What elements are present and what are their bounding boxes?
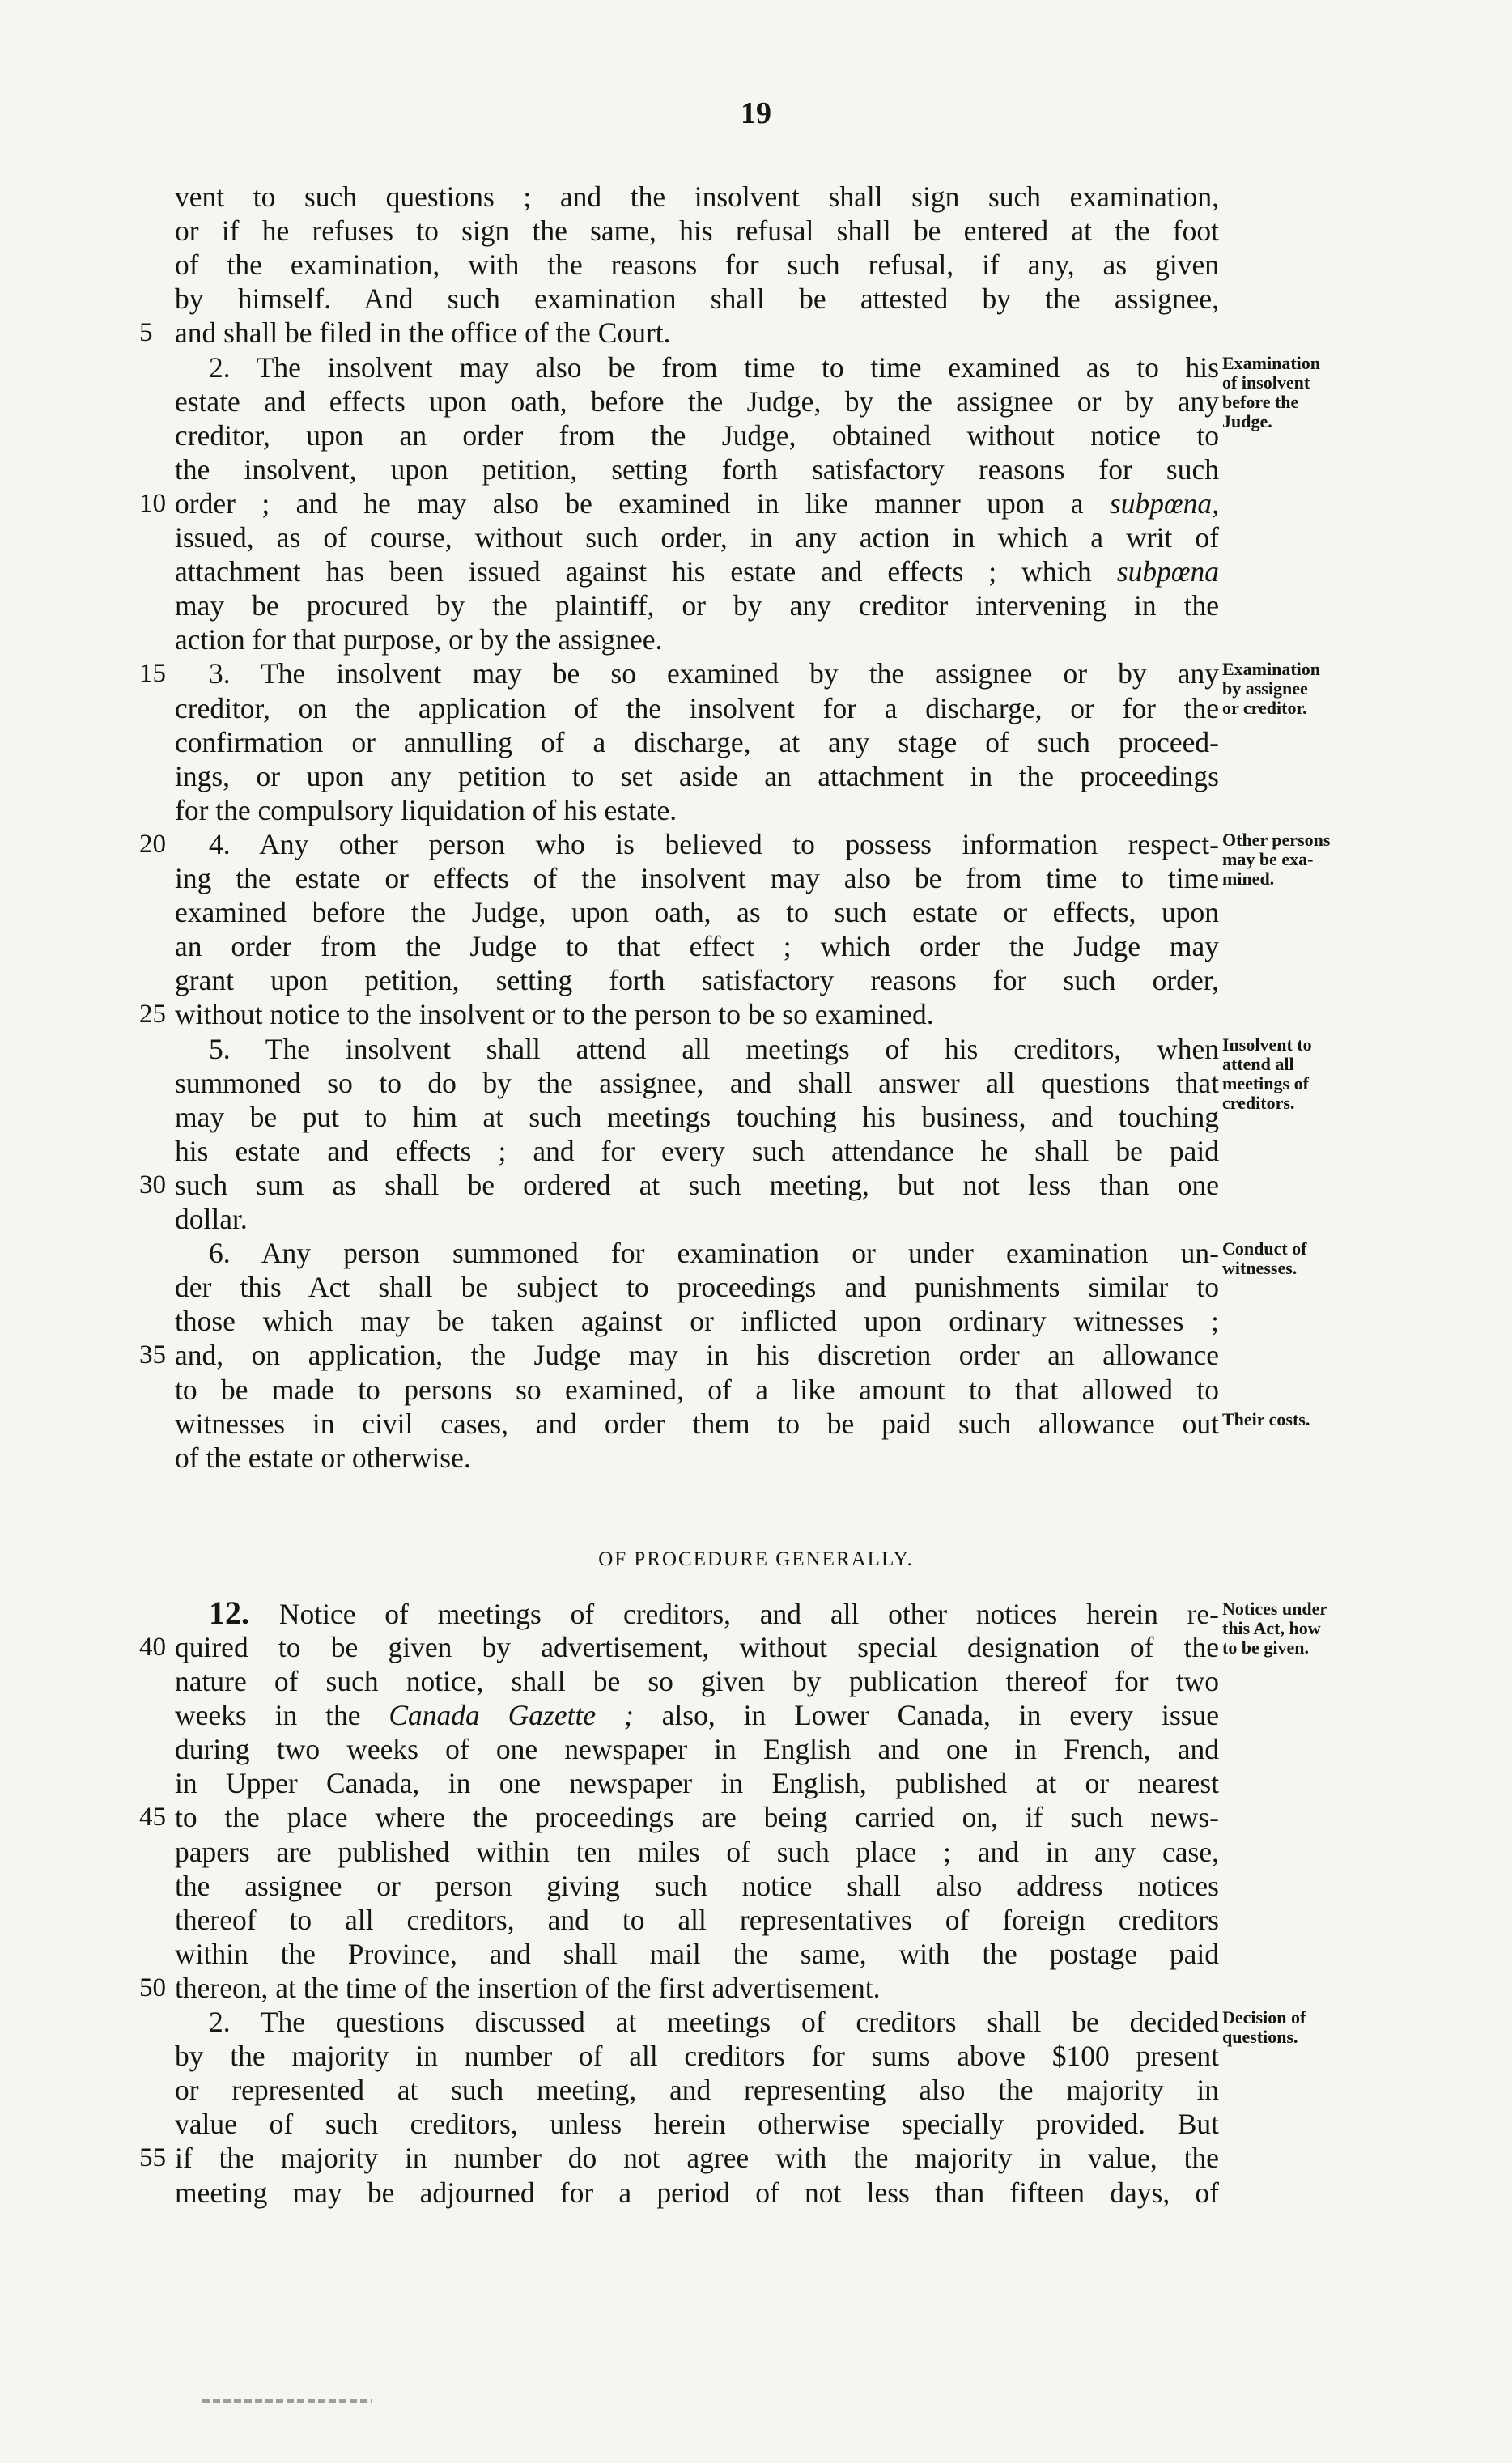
italic-term: subpœna,	[1109, 486, 1219, 520]
margin-note	[1222, 1239, 1433, 1278]
text-line: or represented at such meeting, and representing also the majority in	[175, 2074, 1219, 2107]
text-line: during two weeks of one newspaper in English and one in French, and	[175, 1733, 1219, 1766]
margin-note-line: Examination	[1222, 659, 1321, 680]
margin-note-line: Judge.	[1222, 410, 1272, 431]
text-line: 2. The insolvent may also be from time to time examined as to his	[209, 350, 1219, 384]
text-line: in Upper Canada, in one newspaper in English, published at or nearest	[175, 1767, 1219, 1800]
line-number: 40	[139, 1632, 166, 1662]
text-line: creditor, on the application of the insolvent for a discharge, or for the	[175, 691, 1219, 724]
text-line: vent to such questions ; and the insolvent shall sign such examination,	[175, 180, 1219, 213]
text-line: may be put to him at such meetings touching his business, and touching	[175, 1100, 1219, 1133]
line-number: 35	[139, 1340, 166, 1370]
margin-note-line: Decision of	[1222, 2007, 1306, 2028]
text-line: action for that purpose, or by the assignee.	[175, 623, 663, 656]
text-line: by himself. And such examination shall be attested by the assignee,	[175, 282, 1219, 316]
margin-note-line: before the	[1222, 391, 1299, 412]
text-line: or if he refuses to sign the same, his refusal shall be entered at the foot	[175, 214, 1219, 248]
text-line: the insolvent, upon petition, setting forth satisfactory reasons for such	[175, 452, 1219, 486]
margin-note-line: this Act, how	[1222, 1617, 1321, 1638]
text-line: nature of such notice, shall be so given by publication thereof for two	[175, 1665, 1219, 1697]
margin-note	[1222, 1410, 1433, 1429]
section-number: 12.	[209, 1594, 279, 1631]
line-number: 30	[139, 1170, 166, 1200]
margin-note	[1222, 2008, 1433, 2047]
margin-note-line: questions.	[1222, 2027, 1298, 2047]
text-line: 12. Notice of meetings of creditors, and all other notices herein re-	[209, 1594, 1220, 1631]
text-line: to the place where the proceedings are being carried on, if such news-	[175, 1801, 1219, 1834]
margin-note-line: Examination	[1222, 352, 1321, 373]
text-line: papers are published within ten miles of such place ; and in any case,	[175, 1835, 1219, 1868]
line-number: 55	[139, 2143, 166, 2173]
text-line: to be made to persons so examined, of a like amount to that allowed to	[175, 1373, 1219, 1406]
text-line: 4. Any other person who is believed to possess information respect-	[209, 827, 1219, 860]
margin-note-line: meetings of	[1222, 1072, 1309, 1093]
margin-note-line: of insolvent	[1222, 372, 1310, 393]
margin-note-line: by assignee	[1222, 678, 1308, 699]
text-line: weeks in the Canada Gazette ; also, in Lower Canada, in every issue	[175, 1699, 1219, 1732]
text-line: ing the estate or effects of the insolvent may also be from time to time	[175, 862, 1219, 894]
line-number: 50	[139, 1973, 166, 2002]
text-line: der this Act shall be subject to proceedings and punishments similar to	[175, 1271, 1219, 1304]
text-line: thereon, at the time of the insertion of the first advertisement.	[175, 1971, 881, 2004]
italic-term: Canada Gazette ;	[389, 1699, 634, 1732]
text-line: of the estate or otherwise.	[175, 1441, 471, 1474]
text-line: may be procured by the plaintiff, or by any creditor intervening in the	[175, 589, 1219, 622]
text-line: value of such creditors, unless herein otherwise specially provided. But	[175, 2108, 1219, 2141]
text-line: by the majority in number of all creditors for sums above $100 present	[175, 2040, 1219, 2073]
margin-note	[1222, 354, 1433, 431]
text-line: his estate and effects ; and for every such attendance he shall be paid	[175, 1134, 1219, 1167]
margin-note-line: may be exa-	[1222, 848, 1314, 869]
margin-note-line: creditors.	[1222, 1092, 1295, 1113]
margin-note-line: Insolvent to	[1222, 1034, 1312, 1055]
line-number: 20	[139, 829, 166, 859]
line-number: 25	[139, 1000, 166, 1030]
text-line: and shall be filed in the office of the Court.	[175, 316, 671, 350]
margin-note-line: Their costs.	[1222, 1408, 1310, 1429]
margin-note-line: witnesses.	[1222, 1258, 1298, 1279]
text-line: grant upon petition, setting forth satisfactory reasons for such order,	[175, 964, 1219, 997]
text-line: creditor, upon an order from the Judge, obtained without notice to	[175, 418, 1219, 452]
text-line: witnesses in civil cases, and order them to be paid such allowance out	[175, 1407, 1219, 1440]
margin-note-line: mined.	[1222, 868, 1275, 889]
margin-note	[1222, 830, 1433, 889]
line-number: 15	[139, 659, 166, 689]
text-line: an order from the Judge to that effect ; which order the Judge may	[175, 930, 1219, 963]
text-line: summoned so to do by the assignee, and shall answer all questions that	[175, 1066, 1219, 1099]
margin-note-line: to be given.	[1222, 1637, 1309, 1658]
text-line: order ; and he may also be examined in like manner upon a subpœna,	[175, 486, 1219, 520]
text-line: attachment has been issued against his estate and effects ; which subpœna	[175, 555, 1219, 588]
text-line: such sum as shall be ordered at such meeting, but not less than one	[175, 1168, 1219, 1201]
text-line: 3. The insolvent may be so examined by the assignee or by any	[209, 657, 1219, 690]
margin-note-line: or creditor.	[1222, 698, 1307, 719]
margin-note	[1222, 1035, 1433, 1113]
text-line: if the majority in number do not agree with the majority in value, the	[175, 2142, 1219, 2175]
text-line: 5. The insolvent shall attend all meetings of his creditors, when	[209, 1032, 1219, 1065]
margin-note	[1222, 660, 1433, 718]
text-line: 6. Any person summoned for examination or under examination un-	[209, 1237, 1219, 1270]
text-line: of the examination, with the reasons for such refusal, if any, as given	[175, 248, 1219, 282]
margin-note	[1222, 1599, 1433, 1658]
italic-term: subpœna	[1116, 555, 1219, 588]
text-line: estate and effects upon oath, before the Judge, by the assignee or by any	[175, 384, 1219, 418]
line-number: 10	[139, 488, 166, 518]
text-line: the assignee or person giving such notice shall also address notices	[175, 1869, 1219, 1902]
page-number: 19	[741, 96, 771, 130]
text-line: meeting may be adjourned for a period of not less than fifteen days, of	[175, 2176, 1219, 2209]
margin-note-line: Other persons	[1222, 829, 1331, 850]
line-number: 45	[139, 1803, 166, 1832]
text-line: for the compulsory liquidation of his estate.	[175, 793, 677, 826]
text-line: issued, as of course, without such order, in any action in which a writ of	[175, 521, 1219, 554]
text-line: without notice to the insolvent or to the person to be so examined.	[175, 998, 934, 1031]
section-heading: OF PROCEDURE GENERALLY.	[598, 1548, 914, 1570]
margin-note-line: attend all	[1222, 1053, 1294, 1074]
text-line: ings, or upon any petition to set aside an attachment in the proceedings	[175, 759, 1219, 792]
text-line: dollar.	[175, 1203, 248, 1235]
printer-mark	[202, 2399, 372, 2403]
text-line: within the Province, and shall mail the same, with the postage paid	[175, 1937, 1219, 1970]
text-line: and, on application, the Judge may in his discretion order an allowance	[175, 1339, 1219, 1372]
margin-note-line: Notices under	[1222, 1598, 1328, 1619]
text-line: quired to be given by advertisement, without special designation of the	[175, 1630, 1219, 1663]
text-line: 2. The questions discussed at meetings of creditors shall be decided	[209, 2006, 1219, 2038]
text-line: thereof to all creditors, and to all representatives of foreign creditors	[175, 1903, 1219, 1936]
text-line: examined before the Judge, upon oath, as to such estate or effects, upon	[175, 896, 1219, 929]
text-line: those which may be taken against or inflicted upon ordinary witnesses ;	[175, 1305, 1219, 1338]
margin-note-line: Conduct of	[1222, 1238, 1307, 1259]
line-number: 5	[139, 318, 153, 348]
text-line: confirmation or annulling of a discharge, at any stage of such proceed-	[175, 725, 1219, 758]
